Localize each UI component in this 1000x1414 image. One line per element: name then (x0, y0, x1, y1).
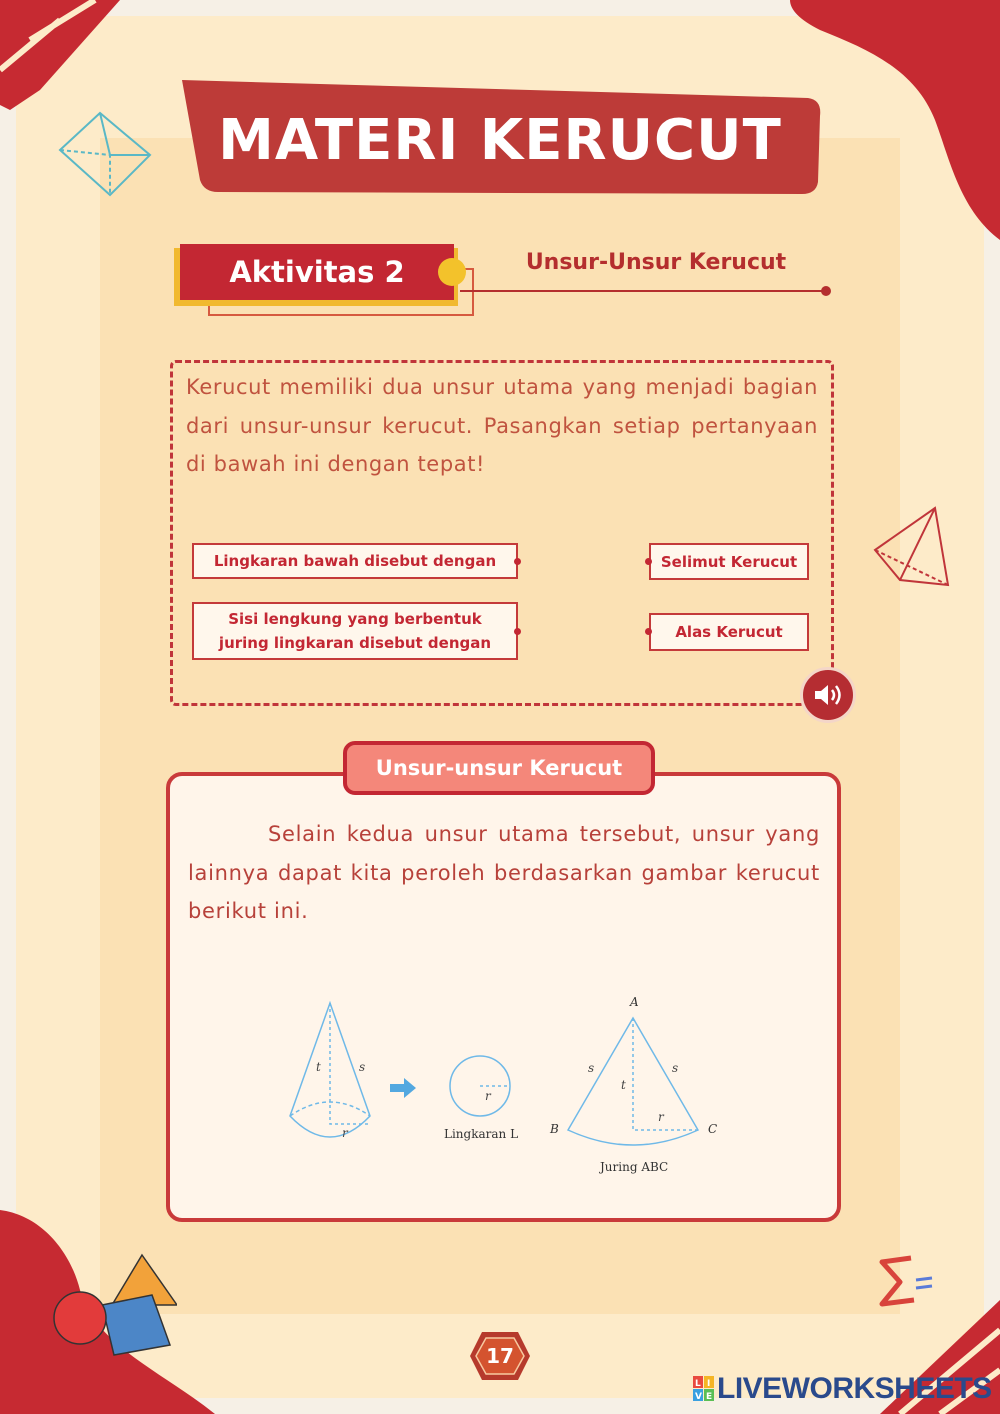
audio-button[interactable] (800, 667, 856, 723)
sector-height-label: t (621, 1078, 626, 1092)
sector-right-label: C (708, 1122, 718, 1136)
question-connector-dot[interactable] (514, 628, 521, 635)
circle-drawing (450, 1056, 510, 1116)
question-box[interactable]: Lingkaran bawah disebut dengan (192, 543, 518, 579)
svg-text:L: L (695, 1379, 701, 1389)
svg-text:I: I (707, 1379, 711, 1389)
page-number: 17 (486, 1344, 514, 1368)
info-text: Selain kedua unsur utama tersebut, unsur yang lainnya dapat kita peroleh berdasarkan gambar kerucut berikut ini. (188, 822, 820, 923)
answer-box[interactable]: Selimut Kerucut (649, 543, 809, 580)
cone-radius-label: r (342, 1126, 348, 1140)
answer-connector-dot[interactable] (645, 558, 652, 565)
cone-figure (270, 988, 740, 1183)
cone-height-label: t (316, 1060, 321, 1074)
instruction-text: Kerucut memiliki dua unsur utama yang menjadi bagian dari unsur-unsur kerucut. Pasangkan setiap pertanyaan di bawah ini dengan tepat! (186, 375, 818, 476)
page-title: MATERI KERUCUT (218, 107, 782, 173)
sector-caption: Juring ABC (600, 1160, 669, 1174)
svg-text:E: E (706, 1392, 713, 1402)
pyramid-decoration (870, 505, 955, 590)
activity-dot (438, 258, 466, 286)
shapes-decoration (52, 1250, 177, 1360)
sector-slant-left-label: s (588, 1061, 595, 1075)
circle-caption: Lingkaran L (444, 1127, 519, 1141)
subtitle-underline (460, 290, 826, 292)
activity-subtitle: Unsur-Unsur Kerucut (525, 250, 787, 275)
sector-drawing (568, 1018, 698, 1145)
answer-box[interactable]: Alas Kerucut (649, 613, 809, 651)
question-connector-dot[interactable] (514, 558, 521, 565)
cone-drawing (290, 1003, 370, 1137)
question-box[interactable]: Sisi lengkung yang berbentuk juring lingkaran disebut dengan (192, 602, 518, 660)
activity-badge: Aktivitas 2 (180, 244, 454, 300)
info-heading: Unsur-unsur Kerucut (343, 741, 655, 795)
arrow-right-icon (390, 1078, 416, 1098)
prism-decoration (55, 105, 160, 205)
sector-apex-label: A (630, 995, 639, 1009)
subtitle-endpoint (821, 286, 831, 296)
answer-connector-dot[interactable] (645, 628, 652, 635)
circle-radius-label: r (485, 1089, 491, 1103)
liveworksheets-brand[interactable]: LIVEWORKSHEETS (717, 1372, 992, 1405)
cone-slant-label: s (359, 1060, 366, 1074)
svg-text:V: V (695, 1392, 702, 1402)
sector-slant-right-label: s (672, 1061, 679, 1075)
sigma-icon (876, 1252, 936, 1310)
sector-left-label: B (550, 1122, 559, 1136)
sector-radius-label: r (658, 1110, 664, 1124)
liveworksheets-logo-icon (693, 1376, 715, 1402)
speaker-icon (813, 682, 843, 708)
